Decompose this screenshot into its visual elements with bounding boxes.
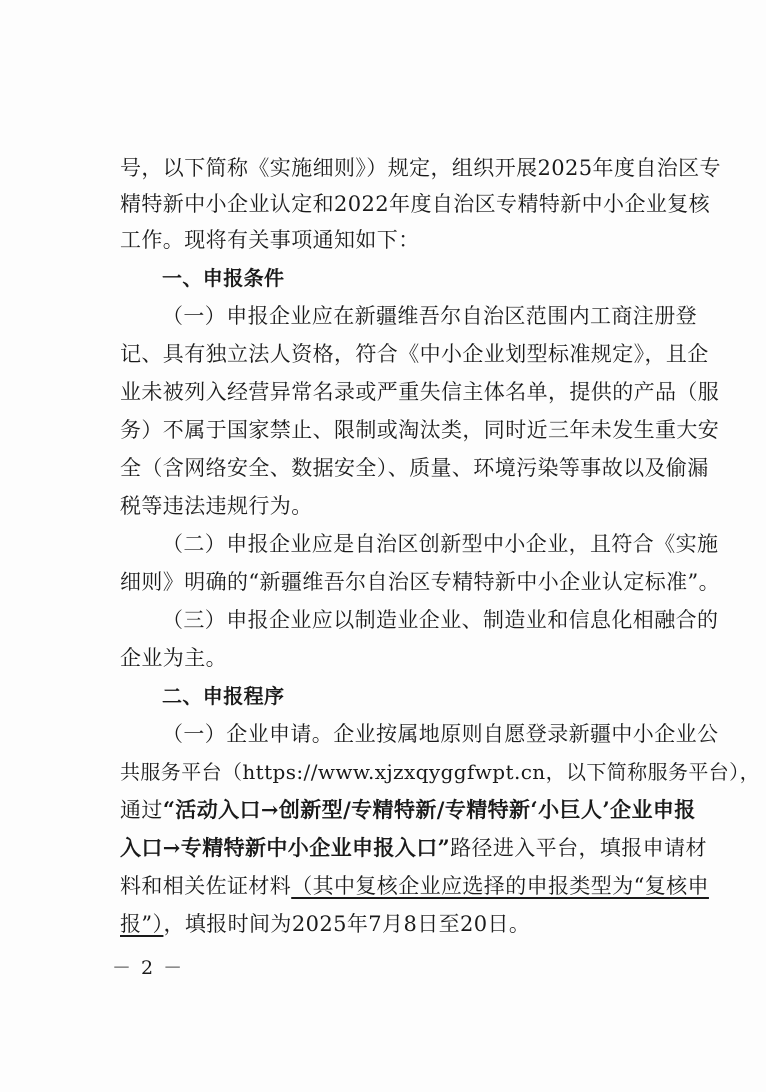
procedure-suffix-text: 路径进入平台，填报申请材 [450,836,707,860]
procedure-1-line-5 [120,868,709,904]
section-heading-conditions: 一、申报条件 [162,266,285,290]
condition-1-line-6: 税等违法违规行为。 [120,494,313,518]
condition-1-line-5: 全（含网络安全、数据安全）、质量、环境污染等事故以及偷漏 [120,456,709,480]
condition-2-line-2: 细则》明确的“新疆维吾尔自治区专精特新中小企业认定标准”。 [120,570,721,594]
condition-1-line-3: 业未被列入经营异常名录或严重失信主体名单，提供的产品（服 [120,380,720,404]
review-note-underlined: （其中复核企业应选择的申报类型为“复核申 [291,874,709,898]
section-heading-procedure: 二、申报程序 [162,684,285,708]
procedure-1-line-4 [120,830,707,866]
condition-3-line-2: 企业为主。 [120,646,227,670]
procedure-1-line-3 [120,792,696,828]
condition-1-line-4: 务）不属于国家禁止、限制或淘汰类，同时近三年未发生重大安 [120,418,720,442]
condition-1-line-2: 记、具有独立法人资格，符合《中小企业划型标准规定》，且企 [120,342,709,366]
platform-path-text: “活动入口→创新型/专精特新/专精特新‘小巨人’企业申报 [162,797,696,822]
procedure-1-line-2: 共服务平台（https://www.xjzxqyggfwpt.cn，以下简称服务平台）， [120,760,760,784]
deadline-text: ，填报时间为2025年7月8日至20日。 [163,912,531,936]
body-line-2: 精特新中小企业认定和2022年度自治区专精特新中小企业复核 [120,192,711,216]
body-line-1: 号，以下简称《实施细则》）规定，组织开展2025年度自治区专 [120,156,721,180]
page-number: － 2 － [112,957,185,979]
review-note-underlined-end: 报”） [120,912,164,936]
procedure-1-line-1: （一）企业申请。企业按属地原则自愿登录新疆中小企业公 [162,722,719,746]
body-line-3: 工作。现将有关事项通知如下： [120,228,420,252]
procedure-prefix-text: 通过 [120,798,163,822]
condition-2-line-1: （二）申报企业应是自治区创新型中小企业，且符合《实施 [162,532,719,556]
platform-path-text-end: 入口→专精特新中小企业申报入口” [120,835,451,860]
condition-1-line-1: （一）申报企业应在新疆维吾尔自治区范围内工商注册登 [162,304,697,328]
procedure-1-line-6 [120,906,660,942]
condition-3-line-1: （三）申报企业应以制造业企业、制造业和信息化相融合的 [162,608,719,632]
materials-text: 料和相关佐证材料 [120,874,292,898]
